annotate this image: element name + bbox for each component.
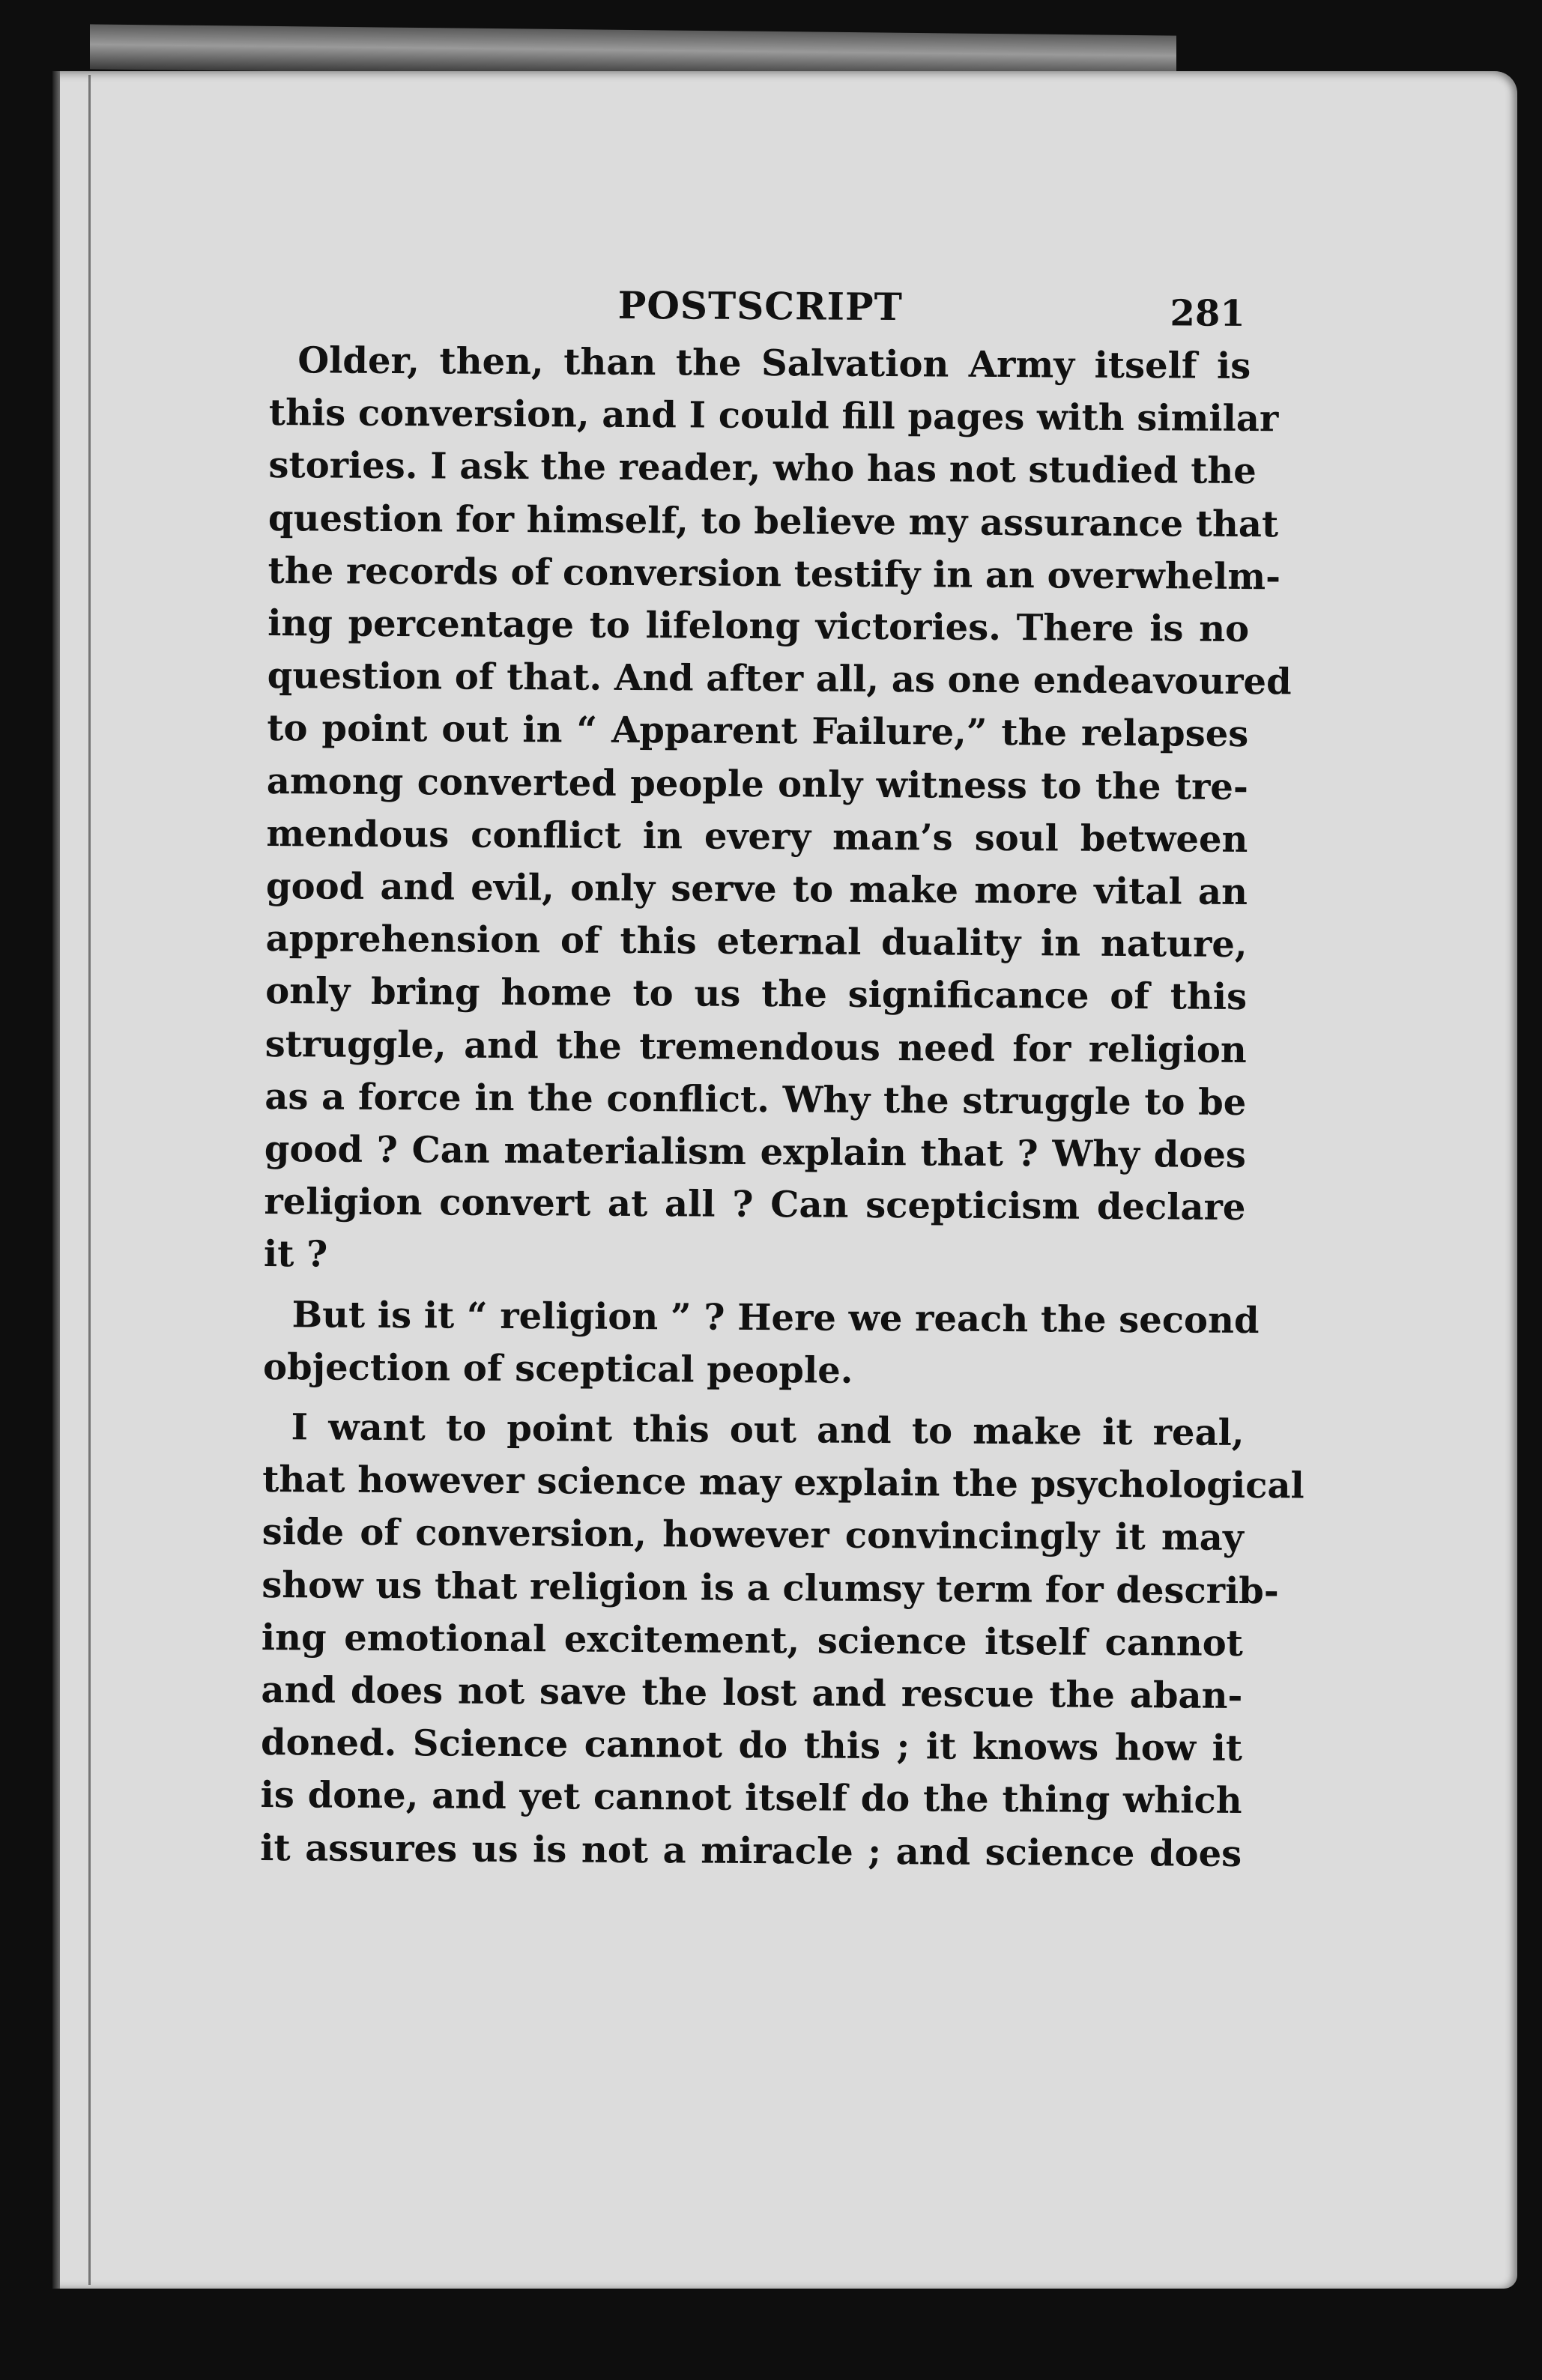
text-line: side of conversion, however convincingly it may	[261, 1511, 1244, 1560]
text-line: among converted people only witness to the tre-	[266, 760, 1249, 808]
text-line: and does not save the lost and rescue the aban-	[261, 1669, 1243, 1718]
text-line: as a force in the conflict. Why the struggle to be	[264, 1075, 1247, 1124]
running-head-title: POSTSCRIPT	[617, 282, 904, 330]
text-line: the records of conversion testify in an overwhelm-	[267, 549, 1281, 599]
text-line: show us that religion is a clumsy term for describ-	[261, 1563, 1279, 1612]
text-line: mendous conflict in every man’s soul between	[266, 812, 1248, 861]
text-line: Older, then, than the Salvation Army itself is	[297, 339, 1251, 387]
text-line: question for himself, to believe my assurance that	[267, 497, 1279, 545]
page-text-block	[260, 277, 1304, 1880]
text-line: doned. Science cannot do this ; it knows how it	[260, 1722, 1243, 1770]
paragraph-2	[262, 1289, 1260, 1399]
text-line: it ?	[263, 1233, 328, 1276]
text-line: apprehension of this eternal duality in nature,	[265, 918, 1248, 966]
text-line: to point out in “ Apparent Failure,” the relapses	[267, 707, 1249, 756]
text-line: But is it “ religion ” ? Here we reach the second	[291, 1293, 1260, 1342]
text-line: I want to point this out and to make it real,	[291, 1406, 1245, 1455]
text-line: question of that. And after all, as one endeavoured	[267, 655, 1292, 703]
paragraph-3	[260, 1401, 1304, 1880]
text-line: good and evil, only serve to make more vital an	[265, 865, 1248, 914]
text-line: good ? Can materialism explain that ? Why does	[264, 1128, 1247, 1177]
page-gutter-shadow	[88, 75, 91, 2285]
text-line: that however science may explain the psychological	[262, 1459, 1304, 1507]
text-line: ing percentage to lifelong victories. There is no	[267, 602, 1250, 651]
text-line: only bring home to us the significance of this	[265, 970, 1248, 1019]
text-line: is done, and yet cannot itself do the thing which	[260, 1774, 1242, 1823]
running-head	[270, 277, 1251, 340]
page-gutter	[52, 71, 60, 2289]
page-number: 281	[1170, 292, 1245, 335]
text-line: stories. I ask the reader, who has not studied the	[268, 444, 1257, 493]
text-line: objection of sceptical people.	[262, 1345, 853, 1392]
text-line: ing emotional excitement, science itself cannot	[261, 1616, 1244, 1665]
paragraph-1	[263, 334, 1292, 1287]
text-line: struggle, and the tremendous need for religion	[264, 1023, 1247, 1071]
text-line: this conversion, and I could fill pages with similar	[268, 392, 1279, 440]
text-line: it assures us is not a miracle ; and science does	[260, 1826, 1242, 1875]
text-line: religion convert at all ? Can scepticism declare	[264, 1181, 1246, 1229]
